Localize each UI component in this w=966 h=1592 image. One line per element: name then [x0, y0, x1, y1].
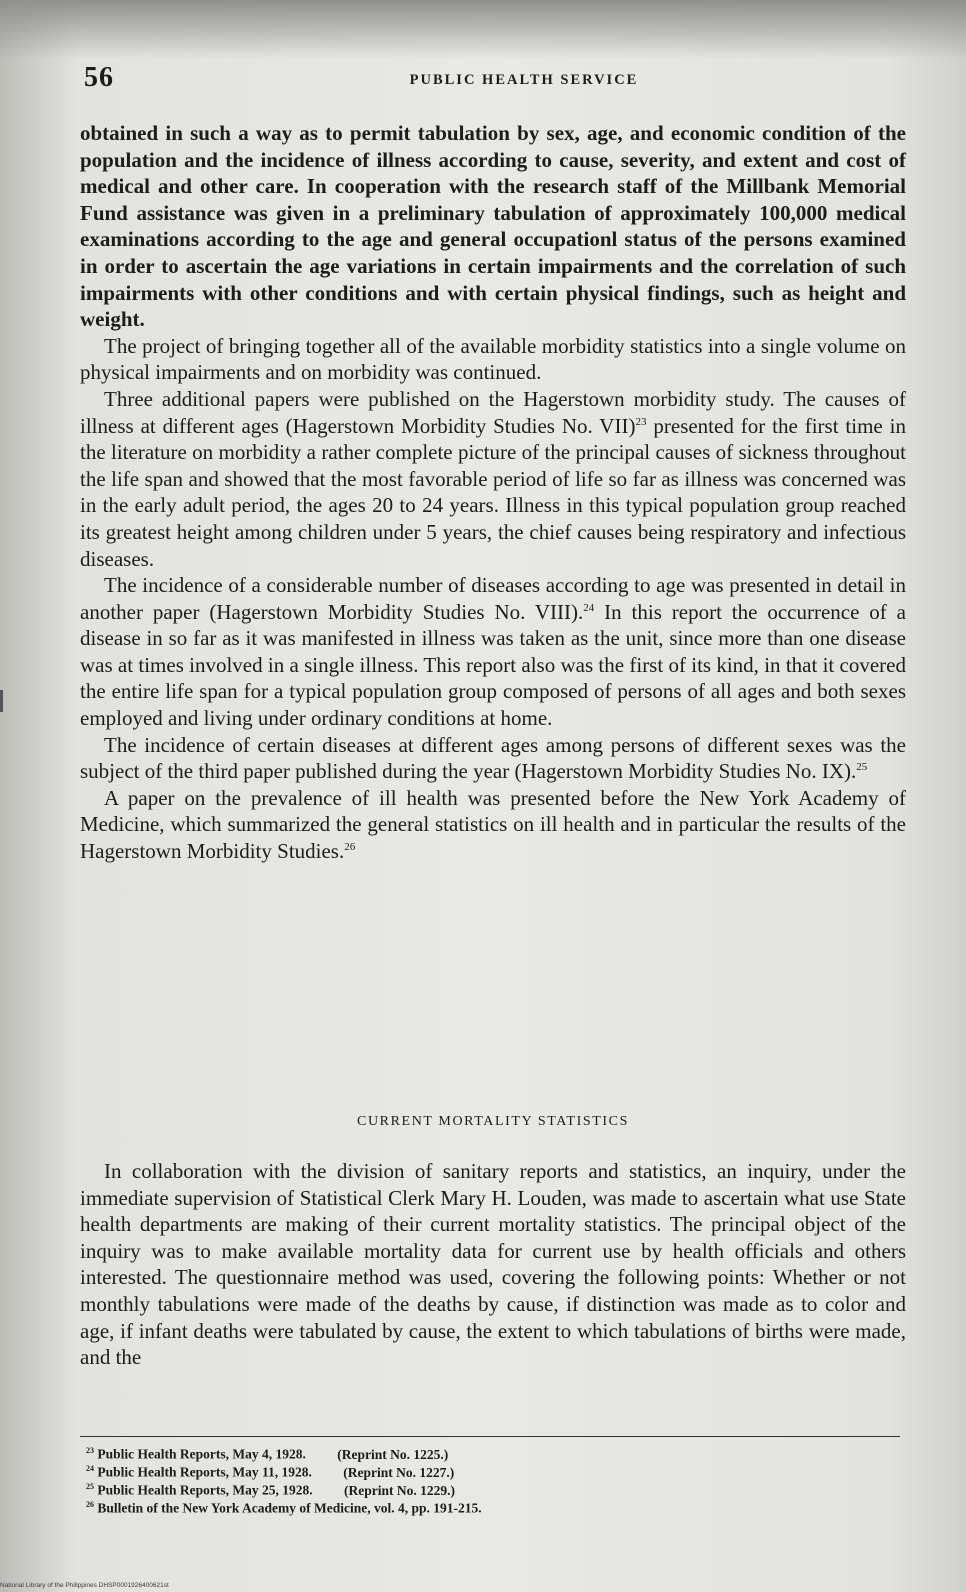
- paragraph-hagerstown-papers-part1: Three additional papers were published on the Hagerstown morbidity study. The causes of illness at different ages (Hagerstown Morbidity Studies No. VII): [80, 386, 906, 438]
- footnote-text: Public Health Reports, May 25, 1928.: [97, 1482, 313, 1498]
- footnote-reprint: (Reprint No. 1227.): [343, 1464, 455, 1480]
- footnote-mark: 24: [86, 1464, 94, 1474]
- binding-mark: [0, 690, 3, 712]
- paragraph-ill-health: [80, 785, 906, 865]
- footnote-24: [86, 1462, 906, 1480]
- footnote-25: [86, 1480, 906, 1498]
- footnote-ref-25[interactable]: 25: [856, 761, 868, 774]
- footnote-reprint: (Reprint No. 1229.): [344, 1482, 455, 1498]
- body-text-section-2: [80, 1158, 906, 1371]
- scan-credit: National Library of the Philippines DHSP0001926400621st: [0, 1582, 169, 1589]
- paragraph-hagerstown-papers: [80, 386, 906, 572]
- footnote-ref-24[interactable]: 24: [583, 601, 595, 614]
- paragraph-disease-incidence-part1: The incidence of a considerable number of diseases according to age was presented in detail in another paper (Hagerstown Morbidity Studies No. VIII).: [80, 573, 906, 624]
- footnote-mark: 26: [86, 1500, 94, 1510]
- footnote-divider: [80, 1436, 900, 1437]
- footnote-ref-26[interactable]: 26: [344, 841, 356, 854]
- footnote-text: Bulletin of the New York Academy of Medicine, vol. 4, pp. 191-215.: [97, 1500, 482, 1516]
- footnote-text: Public Health Reports, May 11, 1928.: [97, 1464, 312, 1480]
- paragraph-disease-incidence: [80, 572, 906, 732]
- footnotes: [86, 1444, 906, 1516]
- paragraph-third-paper: [80, 732, 906, 785]
- footnote-23: [86, 1444, 906, 1462]
- body-text-section-1: [80, 120, 906, 865]
- footnote-reprint: (Reprint No. 1225.): [337, 1446, 449, 1462]
- footnote-mark: 25: [86, 1482, 94, 1492]
- page-number: 56: [84, 62, 114, 93]
- section-heading: CURRENT MORTALITY STATISTICS: [357, 1114, 629, 1129]
- paragraph-morbidity-project: The project of bringing together all of the available morbidity statistics into a single volume on physical impairments and on morbidity was continued.: [80, 333, 906, 385]
- footnote-26: [86, 1498, 906, 1516]
- footnote-ref-23[interactable]: 23: [635, 415, 647, 428]
- paragraph-disease-incidence-part2: In this report the occurrence of a disease in so far as it was manifested in illness was taken as the unit, since more than one disease was at times involved in a single illness. This report also was the first of its kind, in that it covered the entire life span for a typical population group composed of persons of all ages and both sexes employed and living under ordinary conditions at home.: [80, 599, 906, 731]
- running-head: PUBLIC HEALTH SERVICE: [409, 72, 639, 88]
- paragraph-continuation: obtained in such a way as to permit tabulation by sex, age, and economic condition of the population and the incidence of illness according to cause, severity, and extent and cost of medical and other care. In cooperation with the research staff of the Millbank Memorial Fund assistance was given in a preliminary tabulation of approximately 100,000 medical examinations according to the age and general occupationl status of the persons examined in order to ascertain the age variations in certain impairments and the correlation of such impairments with other conditions and with certain physical findings, such as height and weight.: [80, 121, 906, 332]
- paragraph-hagerstown-papers-part2: presented for the first time in the literature on morbidity a rather complete picture of the principal causes of sickness throughout the life span and showed that the most favorable period of life so far as illness was concerned was in the early adult period, the ages 20 to 24 years. Illness in this typical population group reached its greatest height among children under 5 years, the chief causes being respiratory and infectious diseases.: [80, 413, 906, 571]
- footnote-text: Public Health Reports, May 4, 1928.: [97, 1446, 306, 1462]
- paragraph-third-paper-text: The incidence of certain diseases at different ages among persons of different sexes was the subject of the third paper published during the year (Hagerstown Morbidity Studies No. IX).: [80, 732, 906, 784]
- footnote-mark: 23: [86, 1446, 94, 1455]
- page-header: [84, 62, 904, 102]
- paragraph-mortality-inquiry: In collaboration with the division of sanitary reports and statistics, an inquiry, under the immediate supervision of Statistical Clerk Mary H. Louden, was made to ascertain what use State health departments are making of their current mortality statistics. The principal object of the inquiry was to make available mortality data for current use by health officials and others interested. The questionnaire method was used, covering the following points: Whether or not monthly tabulations were made of the deaths by cause, if distinction was made as to color and age, if infant deaths were tabulated by cause, the extent to which tabulations of births were made, and the: [80, 1159, 906, 1370]
- paragraph-ill-health-text: A paper on the prevalence of ill health was presented before the New York Academy of Medicine, which summarized the general statistics on ill health and in particular the results of the Hagerstown Morbidity Studies.: [80, 785, 906, 864]
